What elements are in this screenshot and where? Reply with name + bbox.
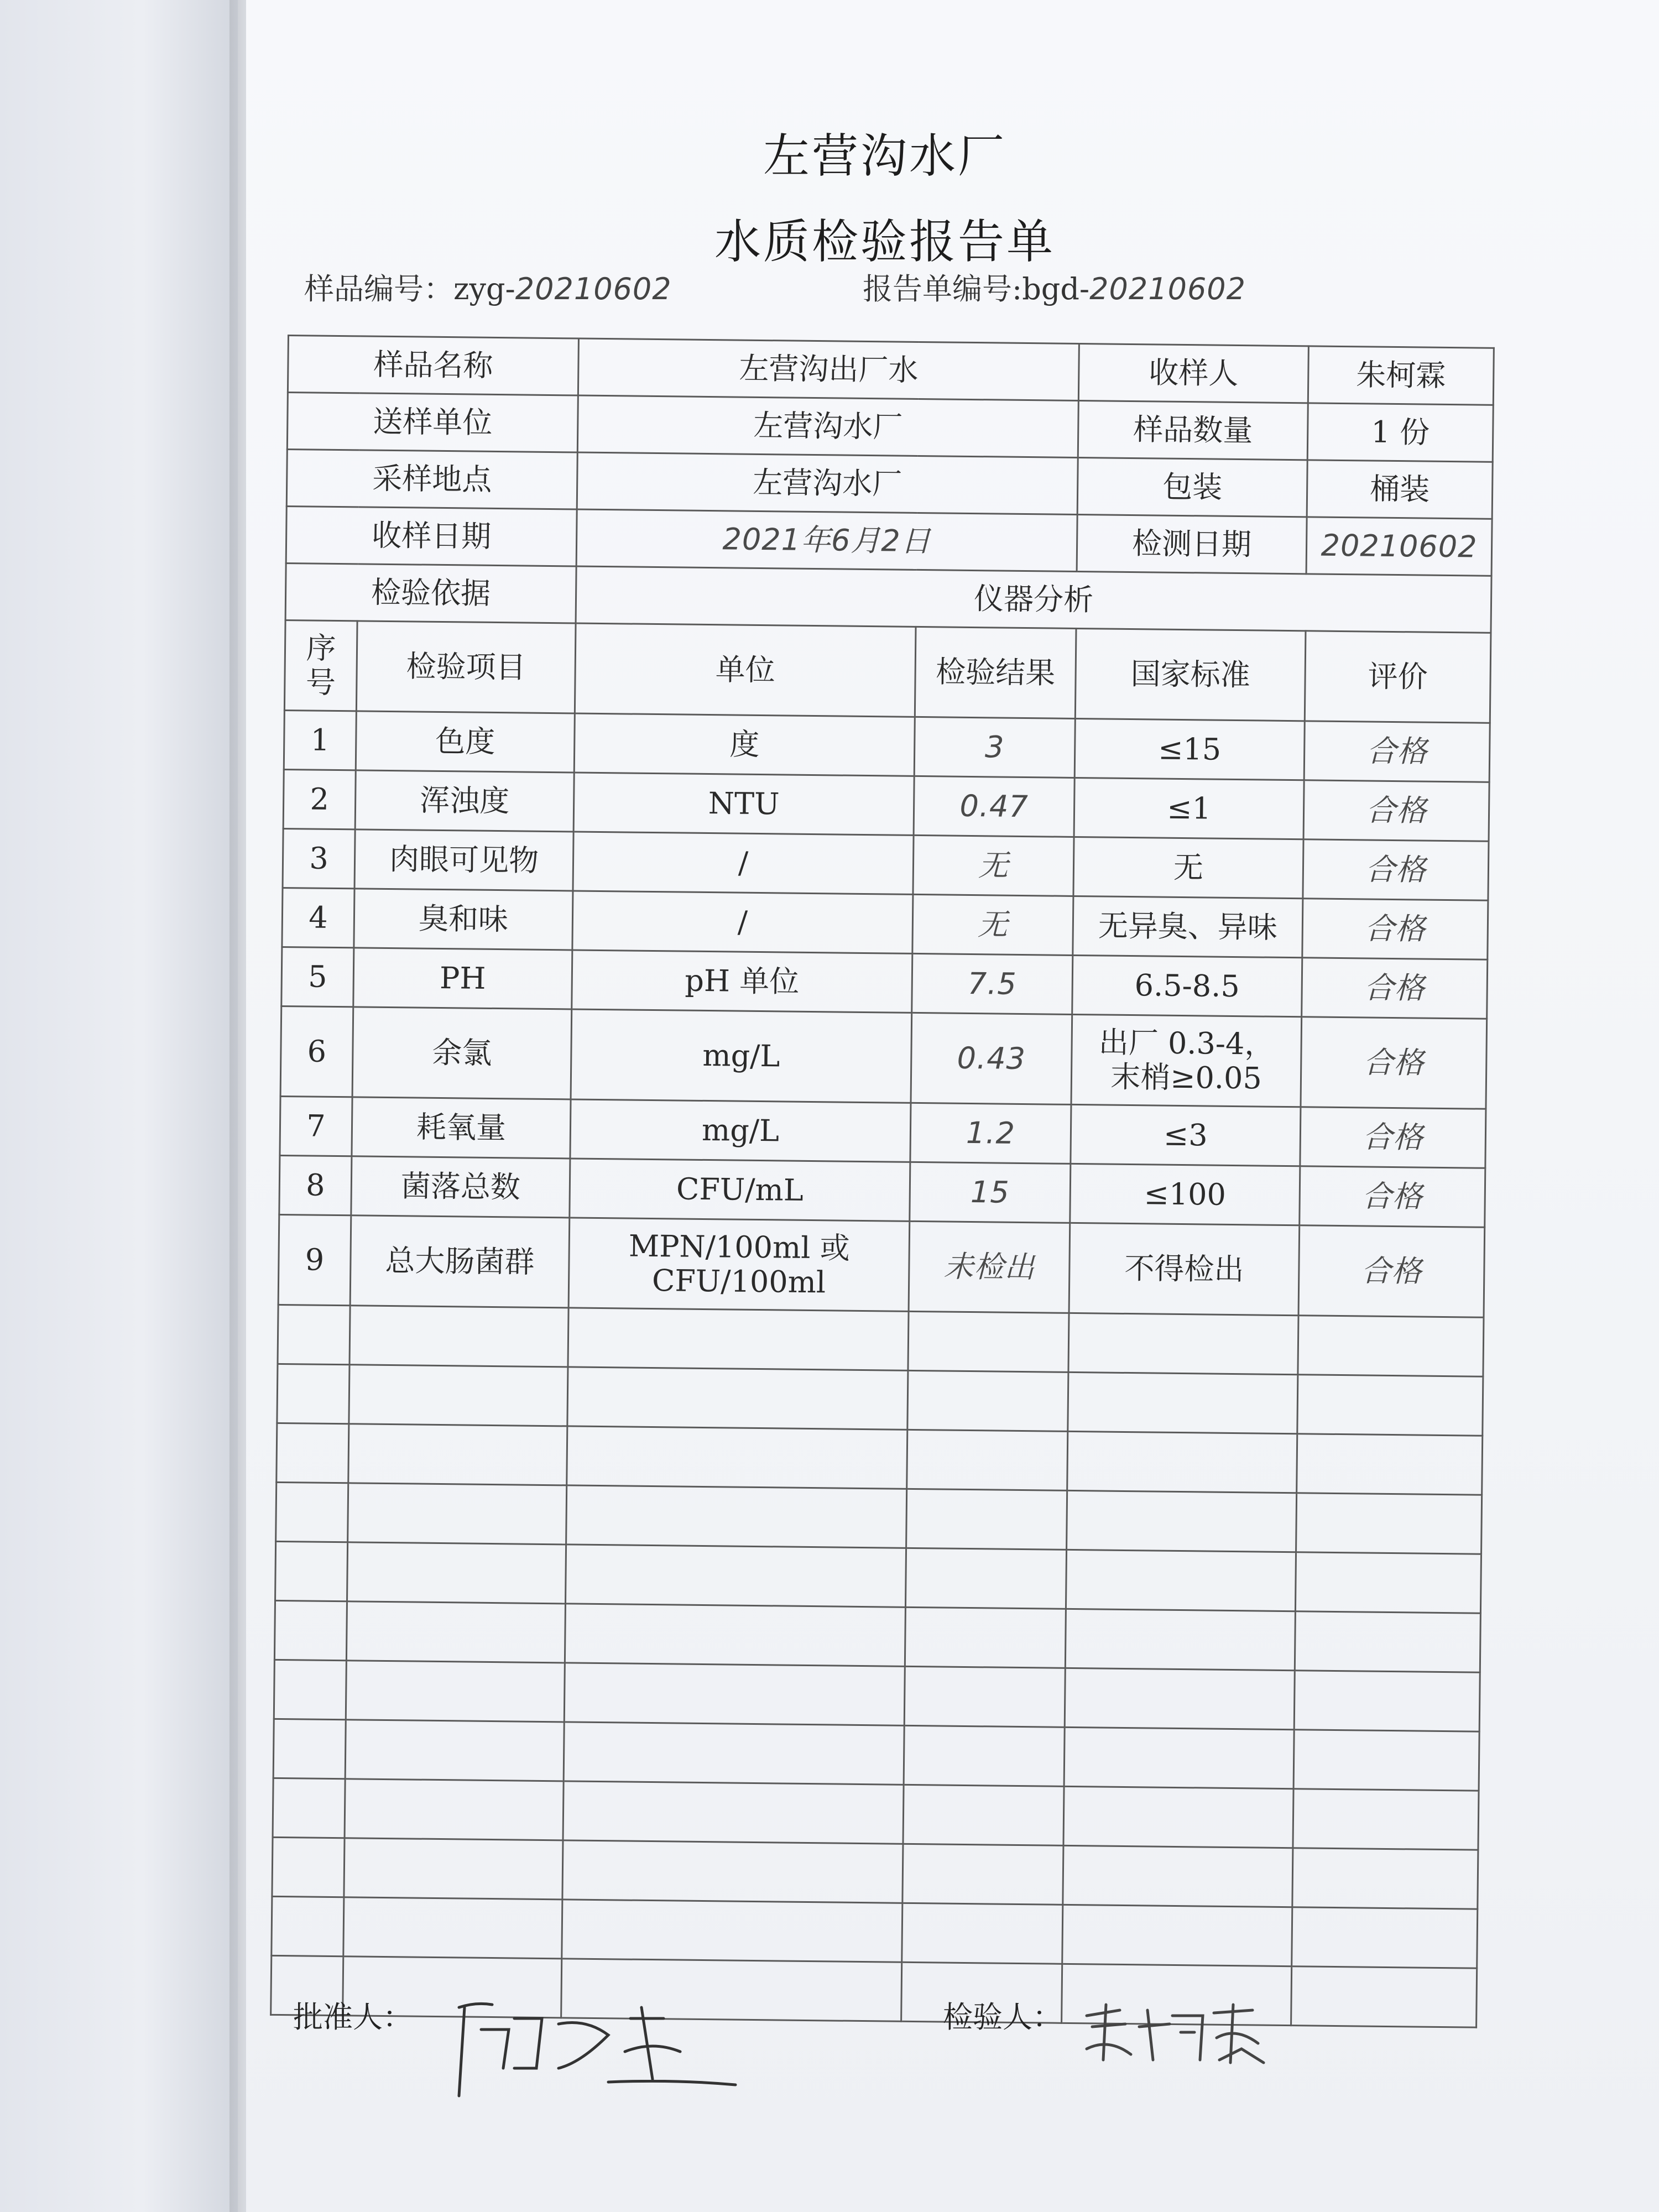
row-no: 2 [283,769,356,829]
row-result: 0.43 [911,1013,1072,1104]
row-standard-line1: 出厂 0.3-4， [1098,1025,1275,1062]
row-result: 无 [912,894,1073,955]
package-label: 包装 [1077,457,1307,517]
row-unit: mg/L [570,1099,911,1162]
row-item: 菌落总数 [351,1156,570,1218]
sample-name-value: 左营沟出厂水 [578,338,1079,400]
row-eval: 合格 [1300,1107,1486,1168]
row-eval: 合格 [1300,1166,1485,1228]
receiver-value: 朱柯霖 [1308,346,1494,405]
row-item: 余氯 [352,1007,572,1099]
row-item: 臭和味 [354,889,573,950]
row-unit-line2: CFU/100ml [651,1262,826,1300]
row-eval: 合格 [1302,958,1488,1019]
row-standard: ≤100 [1070,1164,1300,1225]
row-result: 0.47 [914,776,1074,837]
basis-label: 检验依据 [285,563,576,623]
row-result: 1.2 [910,1103,1071,1164]
row-unit-line1: MPN/100ml 或 [628,1228,850,1266]
row-no: 8 [279,1155,352,1215]
report-title: 水质检验报告单 [714,215,1055,269]
sample-name-label: 样品名称 [288,336,578,395]
receive-date-value: 2021年6月2日 [576,509,1077,571]
quantity-value: 1 份 [1307,403,1493,462]
row-no: 7 [280,1096,352,1156]
row-standard: 无 [1073,837,1303,898]
report-number-value: 20210602 [1089,272,1246,306]
approver-signature-image [442,1985,752,2118]
sample-number [304,265,672,308]
row-result: 未检出 [909,1221,1070,1313]
column-header-row [284,620,1491,723]
report-table [270,335,1495,2028]
row-eval: 合格 [1298,1225,1485,1317]
row-unit: / [573,832,914,894]
sender-label: 送样单位 [287,393,578,452]
table-row [278,1214,1485,1317]
row-unit: mg/L [571,1009,912,1103]
row-standard: 不得检出 [1069,1223,1300,1315]
org-title: 左营沟水厂 [763,129,1006,183]
receive-date-label: 收样日期 [286,506,577,566]
header-unit: 单位 [575,623,916,717]
inspector-label: 检验人： [943,2000,1062,2034]
row-no: 9 [278,1214,351,1305]
row-standard: 无异臭、异味 [1073,896,1303,957]
sample-number-value: 20210602 [515,272,672,306]
table-row [280,1006,1487,1109]
location-value: 左营沟水厂 [577,452,1078,514]
sender-value: 左营沟水厂 [577,395,1078,457]
row-result: 无 [913,835,1074,896]
report-number-label: 报告单编号:bgd- [863,272,1090,306]
row-no: 3 [283,828,355,888]
approver-label: 批准人： [293,2000,413,2034]
row-item: 色度 [356,711,575,773]
row-unit: pH 单位 [572,950,912,1013]
row-standard-line2: 末梢≥0.05 [1110,1059,1262,1096]
row-unit: NTU [573,773,914,835]
header-no: 序号 [284,620,357,711]
row-unit [568,1218,910,1311]
location-label: 采样地点 [286,450,577,509]
row-eval: 合格 [1302,899,1488,960]
receiver-label: 收样人 [1078,343,1308,403]
inspector-signature-image [1076,1994,1286,2071]
row-no: 5 [281,947,354,1006]
test-date-value: 20210602 [1306,517,1492,576]
row-unit: / [572,891,913,953]
row-no: 4 [282,888,354,947]
row-no: 6 [280,1006,353,1097]
row-unit: 度 [574,713,915,776]
report-number [863,265,1246,308]
row-standard [1071,1014,1302,1107]
header-eval: 评价 [1305,631,1491,723]
row-item: 总大肠菌群 [350,1215,570,1308]
row-unit: CFU/mL [570,1159,910,1221]
row-result: 3 [914,717,1075,778]
row-eval: 合格 [1303,780,1489,842]
row-result: 7.5 [912,953,1073,1014]
row-standard: ≤15 [1074,718,1305,780]
row-item: 肉眼可见物 [354,830,573,891]
row-standard: ≤1 [1074,778,1304,839]
row-item: PH [353,948,572,1009]
header-item: 检验项目 [356,621,576,713]
row-no: 1 [284,710,356,770]
package-value: 桶装 [1307,460,1493,519]
row-item: 浑浊度 [355,770,574,832]
quantity-label: 样品数量 [1078,400,1308,460]
sample-number-label: 样品编号：zyg- [304,272,515,306]
header-standard: 国家标准 [1075,628,1306,721]
header-result: 检验结果 [915,627,1076,718]
row-item: 耗氧量 [352,1097,571,1159]
row-standard: 6.5-8.5 [1072,955,1302,1016]
basis-value: 仪器分析 [576,566,1491,633]
row-eval: 合格 [1304,721,1490,782]
left-page [0,0,238,2212]
row-eval: 合格 [1303,839,1489,901]
row-result: 15 [910,1162,1071,1223]
row-standard: ≤3 [1071,1104,1301,1166]
test-date-label: 检测日期 [1077,514,1307,573]
row-eval: 合格 [1301,1017,1487,1109]
